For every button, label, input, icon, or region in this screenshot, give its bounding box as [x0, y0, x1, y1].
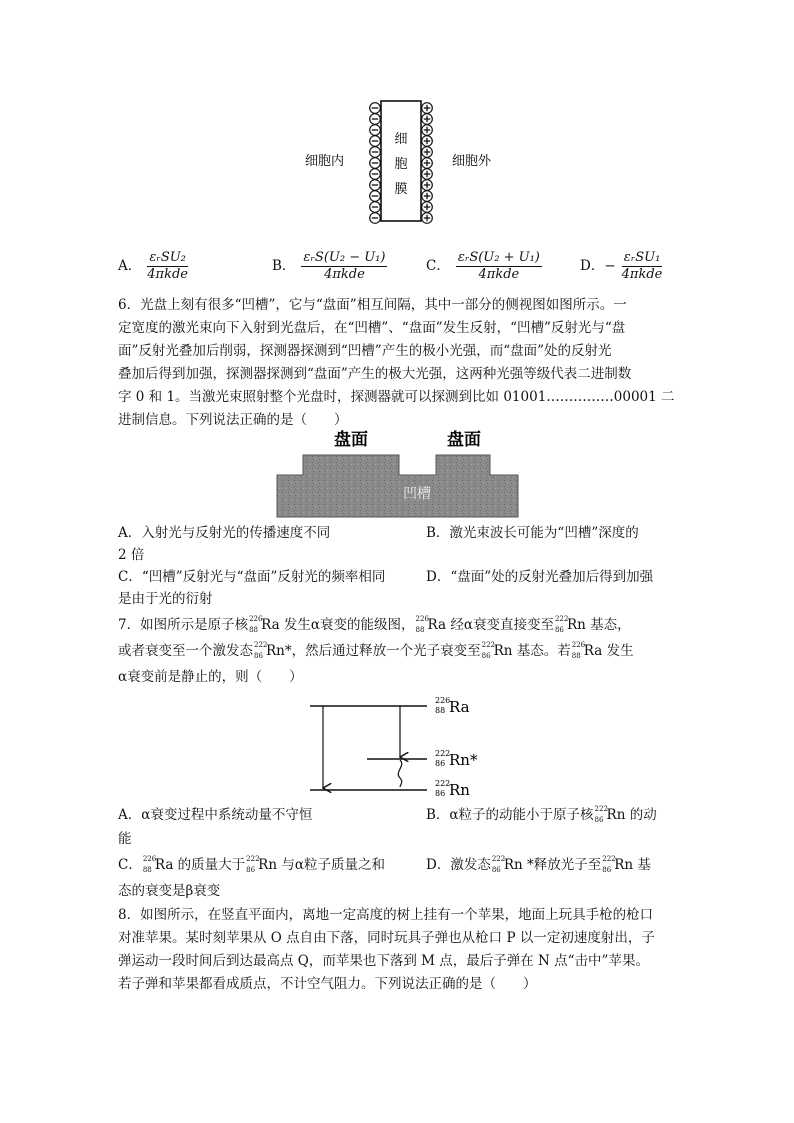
nuclide-rn: [594, 805, 608, 824]
mass-number: 222: [594, 805, 608, 813]
option-letter: D．−: [580, 258, 616, 274]
q6-line-2: 定宽度的激光束向下入射到光盘后，在“凹槽”、“盘面”发生反射，“凹槽”反射光与“盘: [118, 320, 626, 336]
inner-label: 细胞内: [305, 154, 345, 169]
mass-number: 226: [142, 855, 157, 863]
label-rn-star: Rn*: [449, 751, 478, 769]
text: Rn 与α粒子质量之和: [258, 857, 385, 873]
label-rn-z: 86: [435, 789, 446, 798]
cell-membrane-figure: [290, 95, 520, 230]
q6-option-b-cont: 2 倍: [118, 547, 145, 563]
nuclide-rn: [602, 855, 616, 874]
q6-option-c: C．“凹槽”反射光与“盘面”反射光的频率相同: [118, 569, 386, 585]
text: Rn *释放光子至: [503, 857, 602, 873]
q5-option-c: [426, 250, 542, 283]
text: Rn 基态。若: [493, 643, 571, 659]
q8-line-2: 对准苹果。某时刻苹果从 O 点自由下落，同时玩具子弹也从枪口 P 以一定初速度射出，子: [118, 930, 655, 946]
text: 7．如图所示是原子核: [118, 617, 249, 633]
q7-option-d-cont: 态的衰变是β衰变: [118, 883, 221, 899]
denominator: 4πkde: [478, 267, 520, 282]
atomic-number: 86: [246, 866, 256, 874]
q6-line-3: 面”反射光叠加后削弱，探测器探测到“凹槽”产生的极小光强，而“盘面”处的反射光: [118, 343, 612, 359]
q6-line-1: 6．光盘上刻有很多“凹槽”，它与“盘面”相互间隔，其中一部分的侧视图如图所示。一: [118, 297, 627, 313]
q7-option-a: A．α衰变过程中系统动量不守恒: [118, 807, 313, 823]
label-rn-star-mass: 222: [435, 749, 451, 758]
mass-number: 222: [602, 855, 616, 863]
nuclide-rn: [246, 855, 260, 874]
nuclide-rn: [554, 615, 569, 634]
q7-line-2: [118, 642, 634, 660]
q6-option-a: A．入射光与反射光的传播速度不同: [118, 525, 331, 541]
denominator: 4πkde: [324, 267, 365, 282]
photon-squiggle: [398, 760, 402, 787]
mass-number: 222: [254, 641, 268, 649]
numerator: εᵣS(U₂ + U₁): [457, 250, 540, 265]
q6-option-b: B．激光束波长可能为“凹槽”深度的: [426, 525, 639, 541]
mass-number: 226: [249, 615, 263, 623]
text: Rn 基态，: [566, 617, 631, 633]
disc-side-view-figure: [275, 425, 520, 520]
atomic-number: 88: [249, 626, 259, 634]
atomic-number: 86: [491, 866, 501, 874]
q5-option-a: [118, 250, 188, 283]
q7-option-c: [118, 856, 385, 874]
q6-option-d: D．“盘面”处的反射光叠加后得到加强: [426, 569, 654, 585]
atomic-number: 86: [594, 816, 604, 824]
text: Ra 经α衰变直接变至: [427, 617, 554, 633]
option-letter: B．: [272, 258, 296, 274]
atomic-number: 86: [554, 626, 564, 634]
option-letter: A．: [118, 258, 142, 274]
fraction: [622, 250, 663, 283]
text: Rn*，然后通过释放一个光子衰变至: [266, 643, 481, 659]
q6-line-4: 叠加后得到加强，探测器探测到“盘面”产生的极大光强，这两种光强等级代表二进制数: [118, 366, 632, 382]
nuclide-ra: [415, 615, 429, 634]
numerator: εᵣSU₁: [622, 250, 663, 267]
atomic-number: 86: [254, 652, 263, 660]
text: B．α粒子的动能小于原子核: [426, 807, 594, 823]
nuclide-ra: [142, 855, 157, 874]
q5-option-d: [580, 250, 662, 283]
membrane-char-1: 细: [394, 132, 408, 147]
atomic-number: 86: [602, 866, 612, 874]
membrane-char-3: 膜: [394, 182, 408, 197]
text: Rn 的动: [606, 807, 657, 823]
q7-line-1: [118, 616, 631, 634]
atomic-number: 86: [481, 652, 491, 660]
mass-number: 222: [491, 855, 506, 863]
q7-line-3: α衰变前是静止的，则（ ）: [118, 669, 303, 685]
disc-surface-label-right: 盘面: [447, 430, 481, 450]
atomic-number: 88: [415, 626, 425, 634]
energy-level-figure: [305, 690, 505, 798]
groove-label: 凹槽: [403, 486, 431, 502]
text: Rn 基: [614, 857, 651, 873]
outer-label: 细胞外: [452, 154, 492, 169]
denominator: 4πkde: [147, 267, 188, 282]
text: 或者衰变至一个激发态: [118, 643, 253, 659]
disc-surface-label-left: 盘面: [334, 430, 368, 450]
nuclide-rn: [254, 641, 268, 660]
disc-profile: [277, 455, 518, 517]
q6-line-5: 字 0 和 1。当激光束照射整个光盘时，探测器就可以探测到比如 01001……………00001 二: [118, 389, 675, 405]
q7-option-b: [426, 806, 657, 824]
numerator: εᵣSU₂: [147, 250, 188, 267]
text: Ra 发生: [583, 643, 634, 659]
text: C．: [118, 857, 142, 873]
nuclide-rn: [481, 641, 495, 660]
mass-number: 222: [554, 615, 569, 623]
q8-line-1: 8．如图所示，在竖直平面内，离地一定高度的树上挂有一个苹果，地面上玩具手枪的枪口: [118, 907, 654, 923]
label-rn: Rn: [449, 781, 470, 798]
fraction: [147, 250, 188, 283]
q7-option-d: [426, 856, 651, 874]
numerator: εᵣS(U₂ − U₁): [303, 250, 386, 265]
q7-option-b-cont: 能: [118, 831, 132, 847]
q6-option-d-cont: 是由于光的衍射: [118, 591, 213, 607]
membrane-char-2: 胞: [394, 157, 408, 172]
label-rn-star-z: 86: [435, 759, 446, 768]
denominator: 4πkde: [621, 267, 663, 282]
q6-line-6: 进制信息。下列说法正确的是（ ）: [118, 412, 348, 428]
text: D．激发态: [426, 857, 491, 873]
atomic-number: 88: [142, 866, 152, 874]
text: Ra 的质量大于: [154, 857, 246, 873]
nuclide-ra: [571, 641, 586, 660]
mass-number: 226: [415, 615, 429, 623]
fraction: [456, 250, 542, 283]
label-ra: Ra: [449, 698, 470, 716]
mass-number: 222: [481, 641, 495, 649]
mass-number: 222: [246, 855, 260, 863]
option-letter: C．: [426, 258, 450, 274]
fraction: [301, 250, 387, 283]
q8-line-3: 弹运动一段时间后到达最高点 Q，而苹果也下落到 M 点，最后子弹在 N 点“击中”苹果。: [118, 953, 649, 969]
label-ra-z: 88: [435, 706, 446, 715]
nuclide-rn: [491, 855, 506, 874]
mass-number: 226: [571, 641, 586, 649]
label-rn-mass: 222: [435, 779, 451, 788]
atomic-number: 88: [571, 652, 581, 660]
label-ra-mass: 226: [435, 696, 451, 705]
nuclide-ra: [249, 615, 263, 634]
q8-line-4: 若子弹和苹果都看成质点，不计空气阻力。下列说法正确的是（ ）: [118, 976, 537, 992]
text: Ra 发生α衰变的能级图，: [261, 617, 415, 633]
q5-option-b: [272, 250, 387, 283]
